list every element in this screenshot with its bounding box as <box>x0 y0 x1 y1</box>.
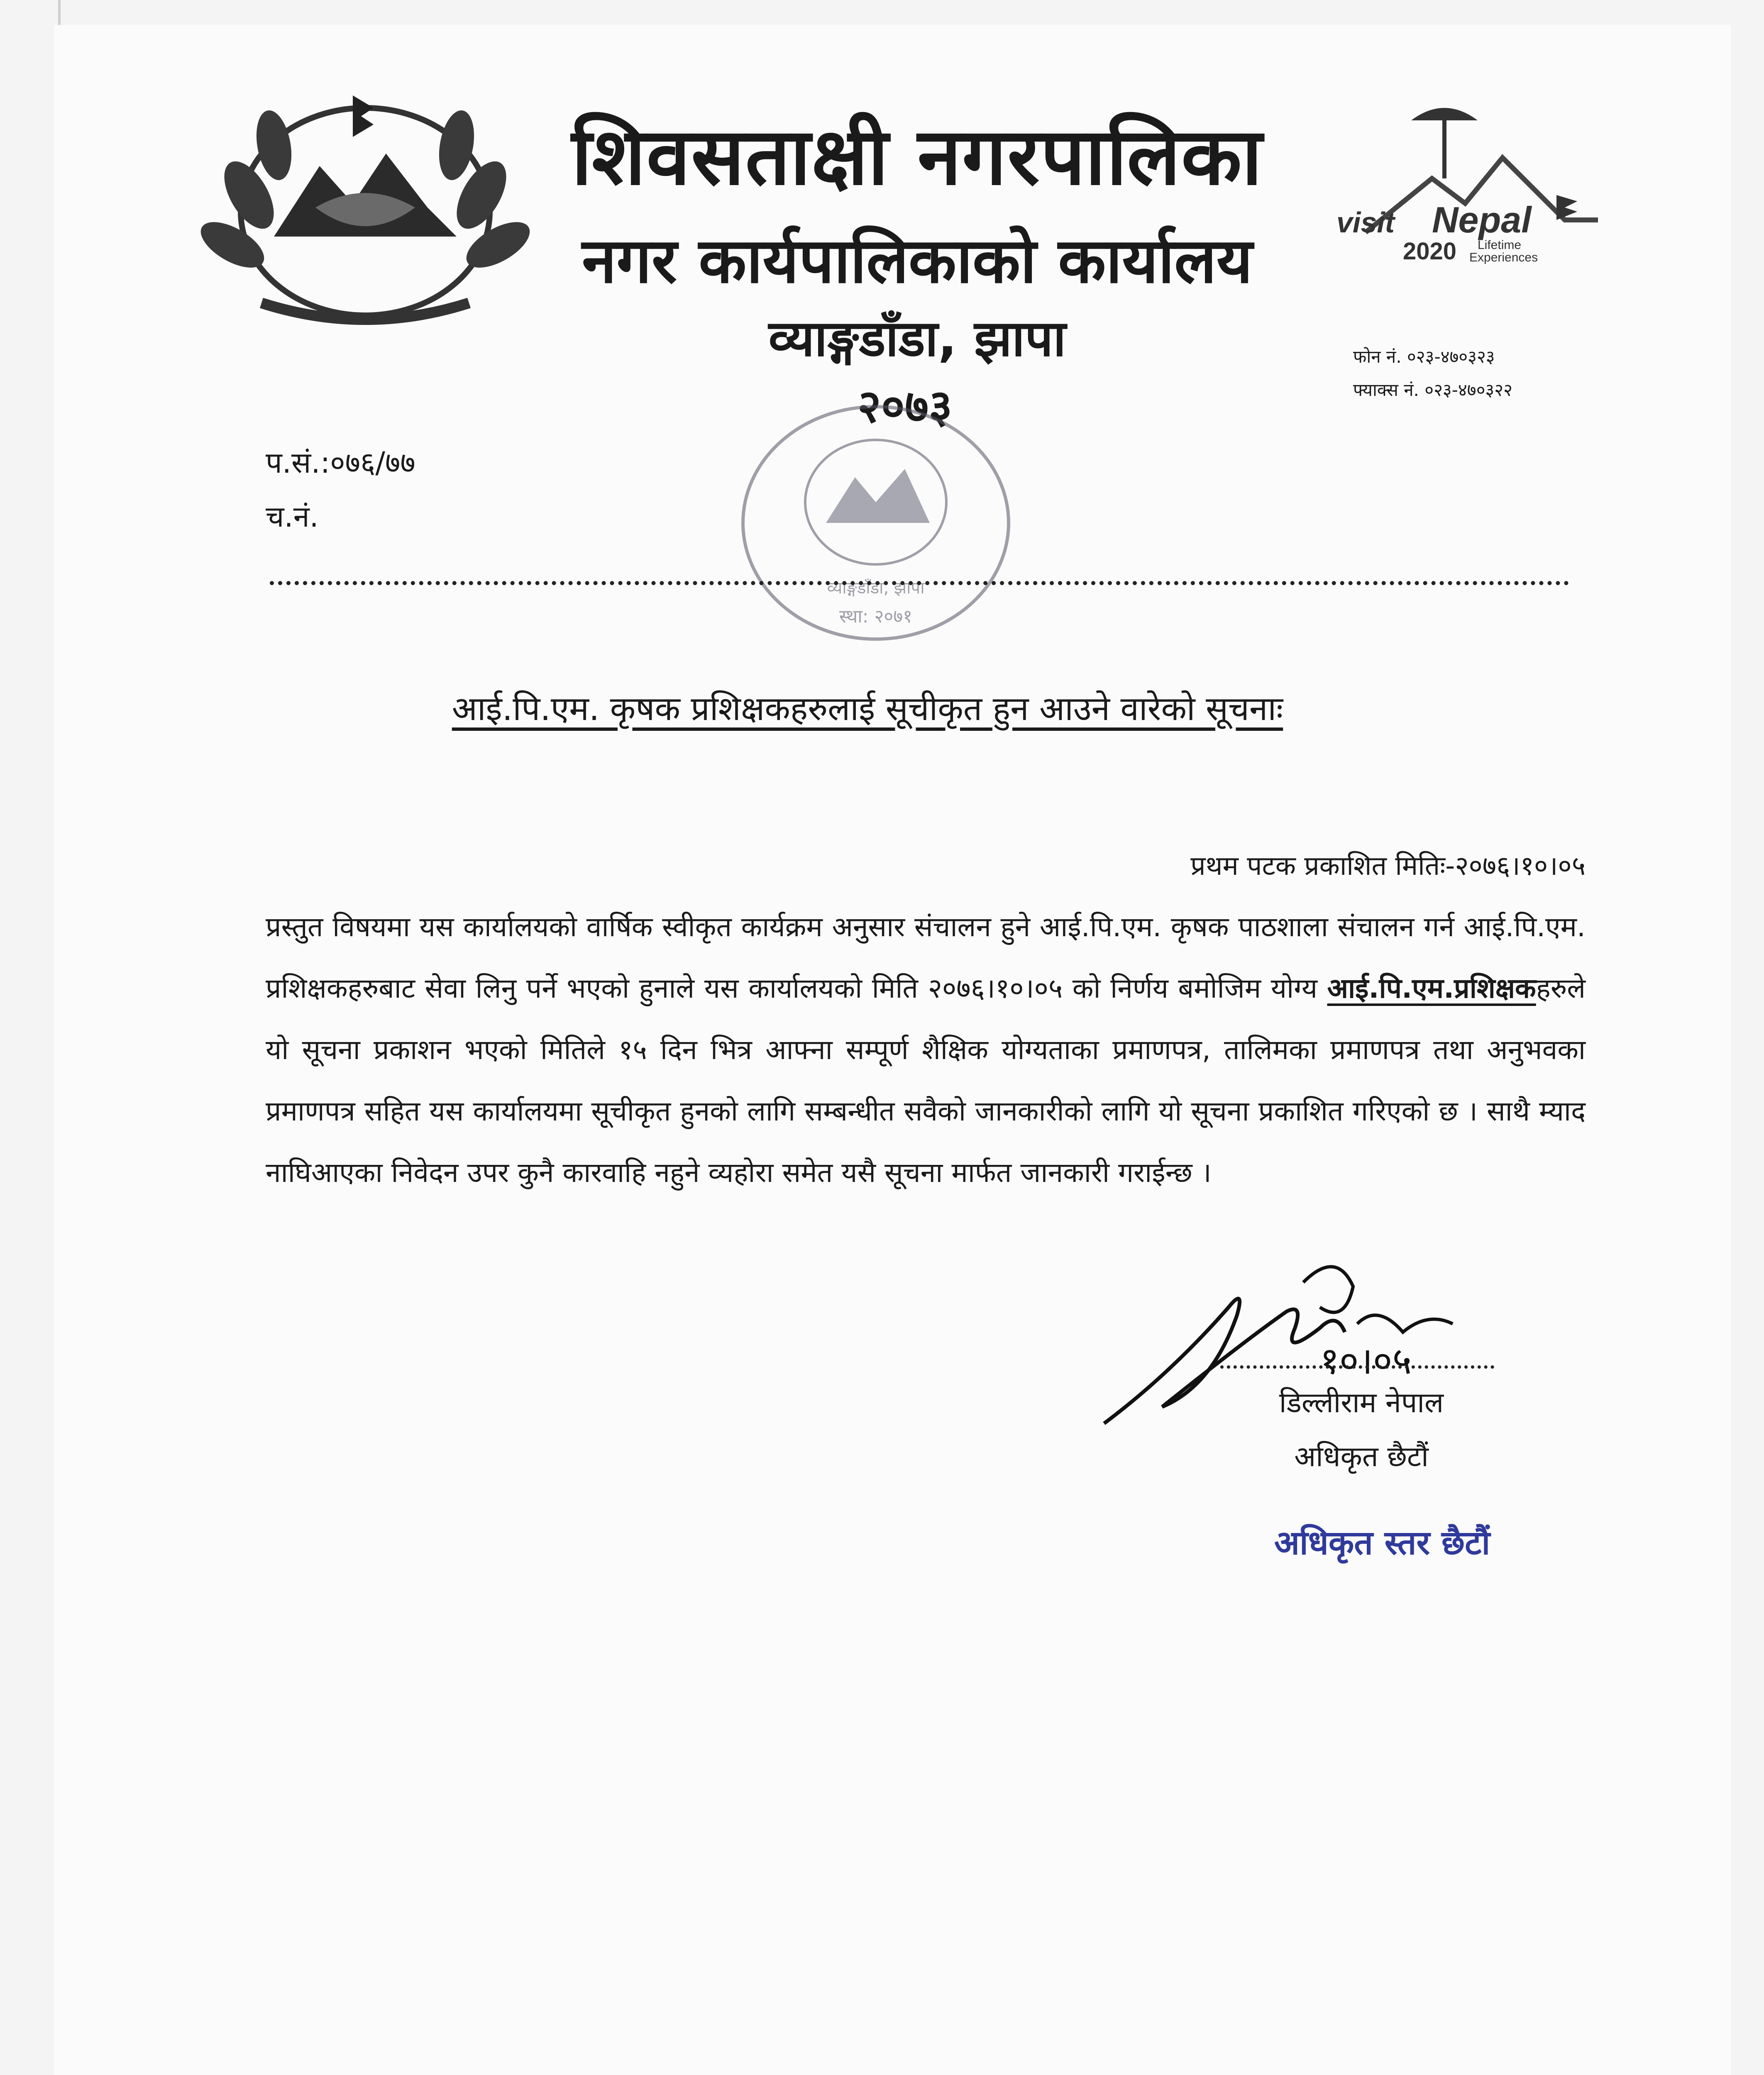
fax-number: फ्याक्स नं. ०२३-४७०३२२ <box>1353 380 1512 400</box>
chalani-number: च.नं. <box>266 500 319 534</box>
contact-info <box>1353 340 1512 407</box>
patra-sankhya: प.सं.:०७६/७७ <box>266 446 415 480</box>
svg-text:Experiences: Experiences <box>1469 251 1538 264</box>
signatory-name: डिल्लीराम नेपाल <box>1279 1387 1444 1419</box>
svg-text:Lifetime: Lifetime <box>1478 238 1522 252</box>
body-part-1: प्रस्तुत विषयमा यस कार्यालयको वार्षिक स्वीकृत कार्यक्रम अनुसार संचालन हुने आई.पि.एम. कृषक पाठशाला संचालन गर्न आई.पि.एम. प्रशिक्षकहरुबाट सेवा लिनु पर्ने भएको हुनाले यस कार्यालयको मिति २०७६।१०।०५ को निर्णय बमोजिम योग्य <box>266 911 1586 1004</box>
office-stamp <box>731 398 1021 647</box>
signatory-designation: अधिकृत छैटौं <box>1294 1440 1429 1473</box>
office-title: नगर कार्यपालिकाको कार्यालय <box>582 225 1253 297</box>
signature-line <box>1220 1365 1494 1369</box>
notice-body <box>266 896 1586 1204</box>
phone-number: फोन नं. ०२३-४७०३२३ <box>1353 347 1495 367</box>
svg-text:Nepal: Nepal <box>1432 199 1532 240</box>
svg-text:व्याङ्गडाँडा, झापा: व्याङ्गडाँडा, झापा <box>827 579 925 598</box>
handwritten-signature <box>1087 1249 1503 1457</box>
body-part-2: हरुले यो सूचना प्रकाशन भएको मितिले १५ दिन भित्र आफ्ना सम्पूर्ण शैक्षिक योग्यताका प्रमाणपत्र, तालिमका प्रमाणपत्र तथा अनुभवका प्रमाणपत्र सहित यस कार्यालयमा सूचीकृत हुनको लागि सम्बन्धीत सवैको जानकारीको लागि यो सूचना प्रकाशित गरिएको छ । साथै म्याद नाघिआएका निवेदन उपर कुनै कारवाहि नहुने व्यहोरा समेत यसै सूचना मार्फत जानकारी गराईन्छ । <box>266 972 1586 1189</box>
establishment-year: २०७३ <box>857 380 953 433</box>
svg-text:स्था: २०७१: स्था: २०७१ <box>839 606 913 627</box>
svg-text:visit: visit <box>1336 206 1395 239</box>
rank-stamp: अधिकृत स्तर छैटौं <box>1274 1523 1490 1562</box>
svg-text:2020: 2020 <box>1403 238 1457 265</box>
notice-subject: आई.पि.एम. कृषक प्रशिक्षकहरुलाई सूचीकृत हुन आउने वारेको सूचनाः <box>452 689 1283 728</box>
header-divider <box>270 581 1569 585</box>
body-highlight: आई.पि.एम.प्रशिक्षक <box>1327 972 1536 1004</box>
municipality-title: शिवसताक्षी नगरपालिका <box>571 111 1263 203</box>
svg-text:१०।०५: १०।०५ <box>1320 1339 1412 1383</box>
published-date: प्रथम पटक प्रकाशित मितिः-२०७६।१०।०५ <box>1190 851 1586 881</box>
reference-block <box>266 436 415 544</box>
visit-nepal-logo <box>1307 95 1606 274</box>
nepal-emblem-icon <box>178 71 552 353</box>
office-location: व्याङ्गडाँडा, झापा <box>768 310 1066 368</box>
